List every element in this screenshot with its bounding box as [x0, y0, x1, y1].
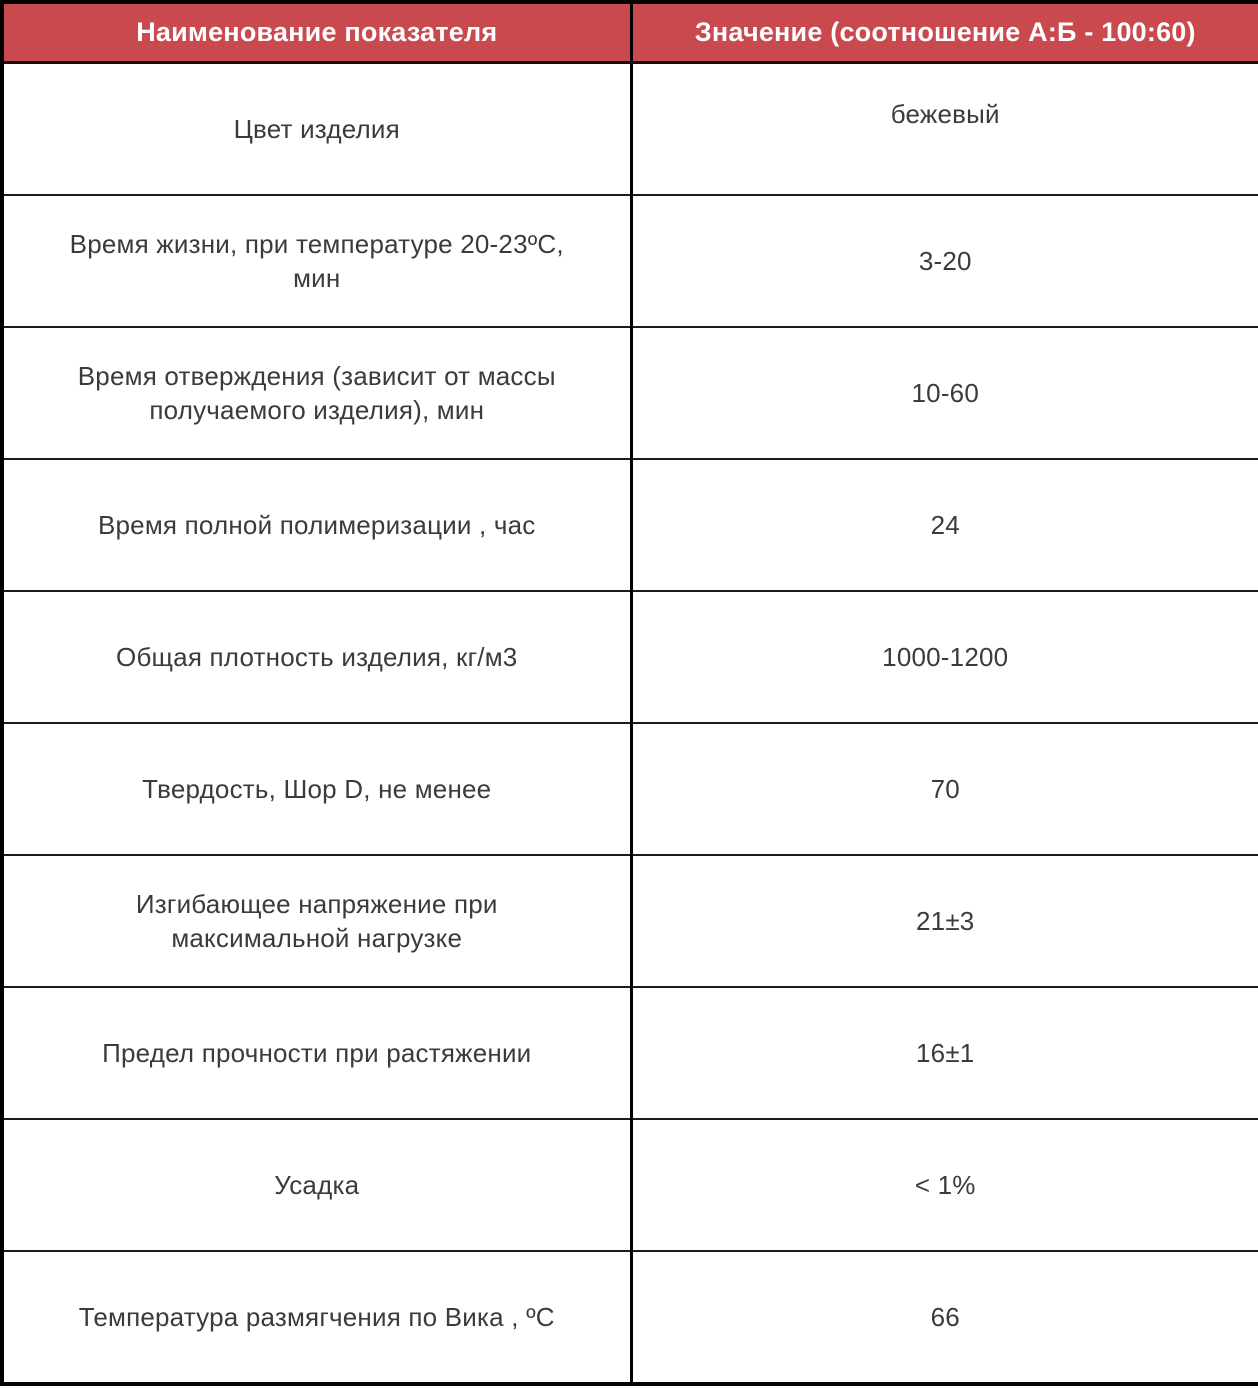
row-name-cell: Время полной полимеризации , час: [2, 459, 631, 591]
table-row: [2, 327, 1258, 459]
row-name-cell: Усадка: [2, 1119, 631, 1251]
row-name-cell: Цвет изделия: [233, 114, 400, 144]
header-row: [2, 2, 1258, 63]
row-value-cell: 70: [631, 723, 1258, 855]
row-value-cell: 10-60: [631, 327, 1258, 459]
row-value-cell: 24: [631, 459, 1258, 591]
row-value-cell: < 1%: [631, 1119, 1258, 1251]
header-cell-value: Значение (соотношение А:Б - 100:60): [631, 2, 1258, 63]
table-row: [2, 63, 1258, 196]
row-name-cell: Время отверждения (зависит от массы получаемого изделия), мин: [2, 327, 631, 459]
header-cell-name: Наименование показателя: [2, 2, 631, 63]
row-name-cell: Предел прочности при растяжении: [2, 987, 631, 1119]
row-value-cell: 1000-1200: [631, 591, 1258, 723]
table-row: [2, 723, 1258, 855]
table-row: [2, 1119, 1258, 1251]
table-row: [2, 855, 1258, 987]
table-row: [2, 1251, 1258, 1384]
table-row: [2, 459, 1258, 591]
table-row: [2, 591, 1258, 723]
row-value-cell: 66: [631, 1251, 1258, 1384]
row-name-cell: Изгибающее напряжение при максимальной нагрузке: [2, 855, 631, 987]
row-name-cell: Время жизни, при температуре 20-23ºС, мин: [2, 195, 631, 327]
row-name-cell: Твердость, Шор D, не менее: [2, 723, 631, 855]
row-name-cell: Температура размягчения по Вика , ºС: [2, 1251, 631, 1384]
row-value-cell: 3-20: [631, 195, 1258, 327]
row-value-cell: 16±1: [631, 987, 1258, 1119]
row-name-cell: Общая плотность изделия, кг/м3: [2, 591, 631, 723]
table-row: [2, 195, 1258, 327]
row-value-cell: 21±3: [631, 855, 1258, 987]
table-row: [2, 987, 1258, 1119]
row-value-cell: бежевый: [631, 63, 1258, 196]
